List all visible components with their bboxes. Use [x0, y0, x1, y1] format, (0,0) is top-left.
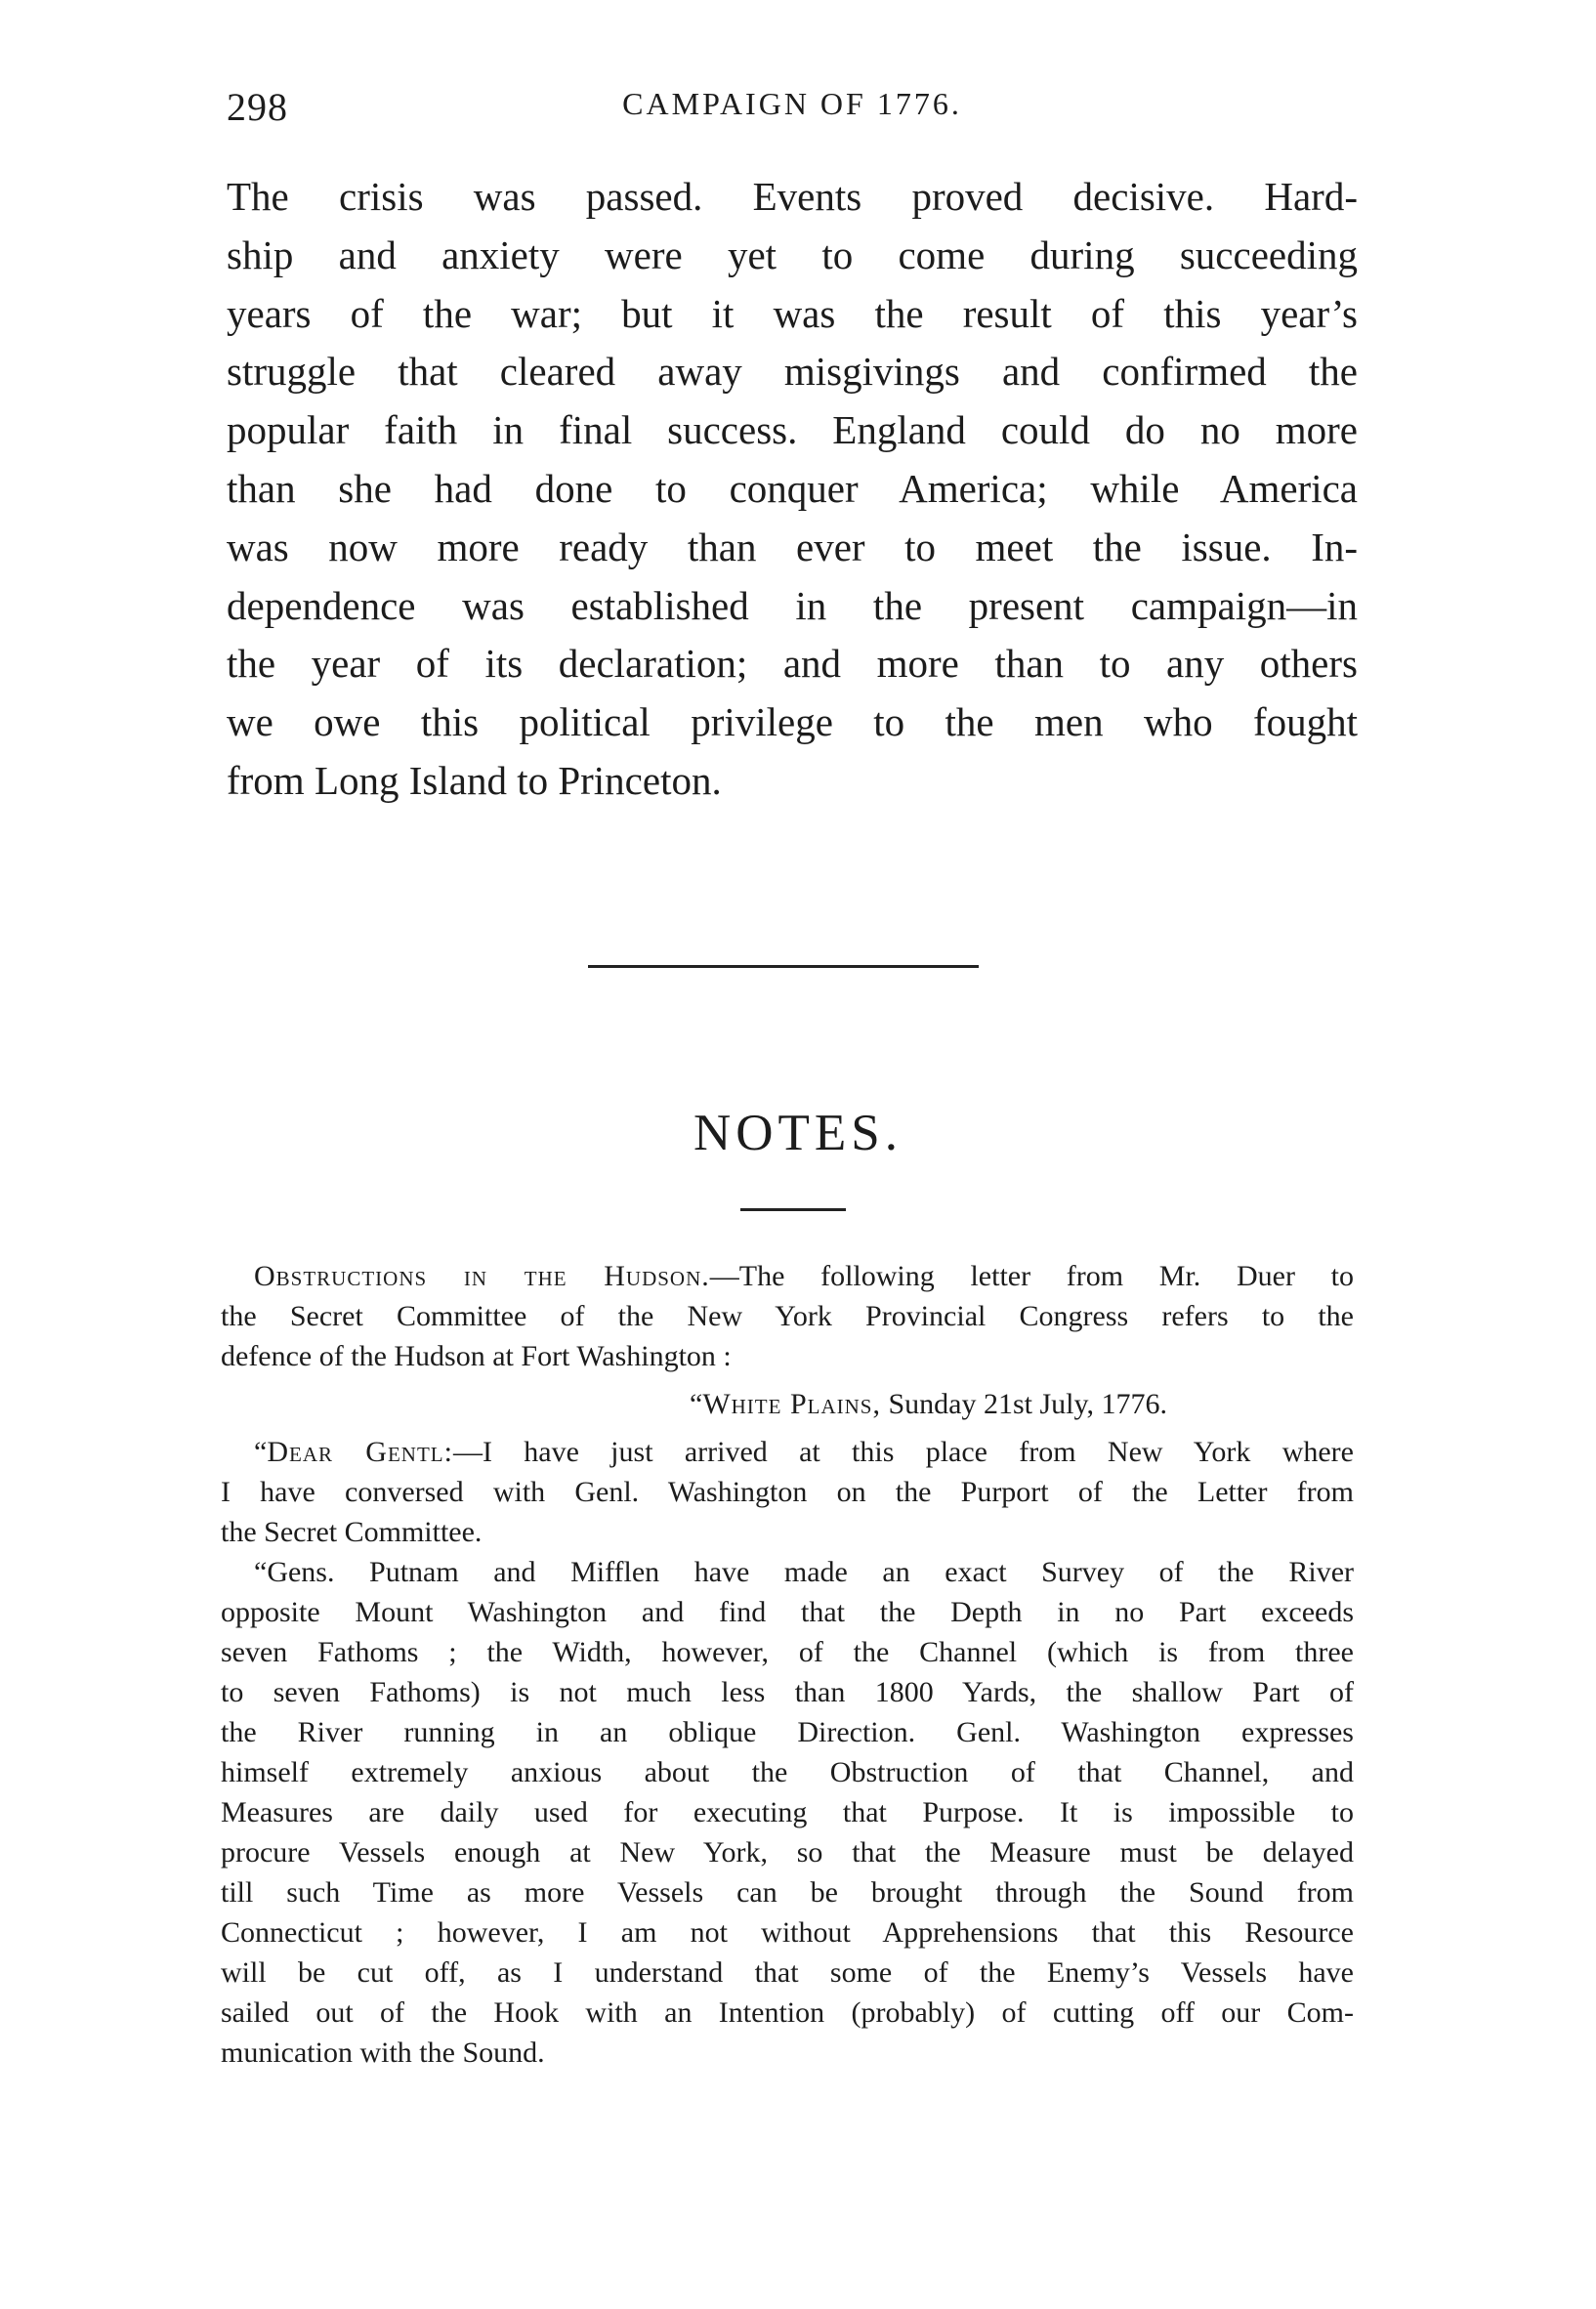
letter-text: —I have just arrived at this place from New York where	[452, 1436, 1354, 1468]
body-line: The crisis was passed. Events proved decisive. Hard-	[227, 174, 1358, 219]
letter-line: to seven Fathoms) is not much less than 1800 Yards, the shallow Part of	[221, 1676, 1354, 1708]
body-paragraph	[227, 168, 1358, 811]
heading-underline	[740, 1208, 846, 1211]
body-line: dependence was established in the present campaign—in	[227, 582, 1358, 628]
letter-line: till such Time as more Vessels can be brought through the Sound from	[221, 1876, 1354, 1909]
letter-line: the River running in an oblique Direction. Genl. Washington expresses	[221, 1716, 1354, 1748]
body-line: the year of its declaration; and more than to any others	[227, 641, 1358, 687]
dateline-place: White Plains,	[702, 1388, 881, 1420]
notes-heading: NOTES.	[693, 1105, 903, 1161]
letter-line: I have conversed with Genl. Washington on the Purport of the Letter from	[221, 1476, 1354, 1508]
notes-intro-text: —The following letter from Mr. Duer to	[709, 1260, 1354, 1292]
letter-line: procure Vessels enough at New York, so that the Measure must be delayed	[221, 1836, 1354, 1868]
letter-line: Connecticut ; however, I am not without Apprehensions that this Resource	[221, 1916, 1354, 1949]
letter-line: opposite Mount Washington and find that the Depth in no Part exceeds	[221, 1596, 1354, 1628]
body-line: popular faith in final success. England could do no more	[227, 407, 1358, 453]
notes-section	[221, 1256, 1354, 2073]
letter-line: seven Fathoms ; the Width, however, of the Channel (which is from three	[221, 1636, 1354, 1668]
running-title: CAMPAIGN OF 1776.	[622, 86, 962, 121]
letter-dateline	[221, 1384, 1354, 1424]
notes-intro-line: the Secret Committee of the New York Provincial Congress refers to the	[221, 1300, 1354, 1332]
notes-intro-line: defence of the Hudson at Fort Washington :	[221, 1340, 732, 1372]
body-line: we owe this political privilege to the men who fought	[227, 699, 1358, 745]
letter-salutation: Dear Gentl:	[267, 1436, 453, 1468]
letter-line: Measures are daily used for executing that Purpose. It is impossible to	[221, 1796, 1354, 1828]
body-line: than she had done to conquer America; while America	[227, 465, 1358, 511]
body-line: struggle that cleared away misgivings and confirmed the	[227, 349, 1358, 395]
letter-line: the Secret Committee.	[221, 1516, 483, 1548]
letter-line: “Gens. Putnam and Mifflen have made an exact Survey of the River	[254, 1556, 1354, 1588]
body-line: years of the war; but it was the result of this year’s	[227, 290, 1358, 336]
body-line: from Long Island to Princeton.	[227, 757, 722, 803]
letter-line: himself extremely anxious about the Obstruction of that Channel, and	[221, 1756, 1354, 1788]
page-number: 298	[227, 85, 288, 129]
section-divider	[588, 965, 979, 968]
dateline-date: Sunday 21st July, 1776.	[880, 1388, 1168, 1420]
letter-line: sailed out of the Hook with an Intention (probably) of cutting off our Com-	[221, 1996, 1354, 2029]
letter-line	[221, 1432, 1354, 1472]
body-line: ship and anxiety were yet to come during succeeding	[227, 231, 1358, 277]
notes-intro-line	[221, 1256, 1354, 1296]
letter-line: will be cut off, as I understand that some of the Enemy’s Vessels have	[221, 1956, 1354, 1989]
note-caption: Obstructions in the Hudson.	[254, 1260, 710, 1292]
body-line: was now more ready than ever to meet the issue. In-	[227, 524, 1358, 569]
salutation-quote: “	[254, 1436, 268, 1468]
running-head	[227, 84, 1358, 135]
letter-line: munication with the Sound.	[221, 2036, 545, 2069]
dateline-quote: “	[690, 1388, 703, 1420]
